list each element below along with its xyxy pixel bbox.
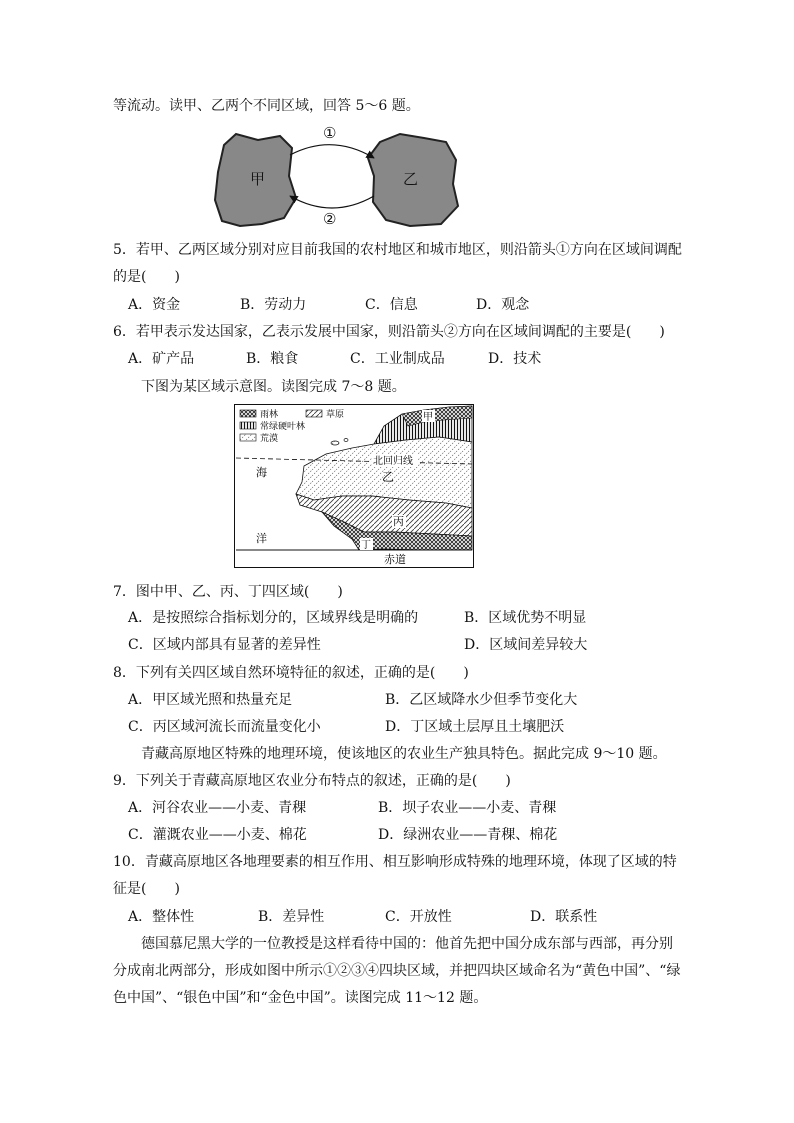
q8-option-d: D．丁区域土层厚且土壤肥沃 (385, 719, 565, 735)
q10-option-a: A．整体性 (128, 909, 195, 925)
q9-option-c: C．灌溉农业——小麦、棉花 (128, 827, 307, 843)
legend-desert-label: 荒漠 (260, 434, 279, 444)
q9-option-d: D．绿洲农业——青稞、棉花 (378, 827, 558, 843)
q6-stem: 6．若甲表示发达国家，乙表示发展中国家，则沿箭头②方向在区域间调配的主要是( ) (113, 324, 665, 340)
legend-grassland-swatch (306, 410, 322, 417)
map-label-tropic: 北回归线 (373, 456, 413, 467)
legend-rainforest-label: 雨林 (260, 410, 279, 420)
map-island (331, 441, 339, 445)
legend-evergreen-label: 常绿硬叶林 (260, 422, 306, 432)
q10-option-c: C．开放性 (385, 909, 452, 925)
map-label-ding: 丁 (361, 540, 371, 551)
intro-line-2: 下图为某区域示意图。读图完成 7～8 题。 (141, 379, 406, 395)
q5-stem-line-1: 5．若甲、乙两区域分别对应目前我国的农村地区和城市地区，则沿箭头①方向在区域间调配 (113, 242, 682, 258)
q9-stem: 9．下列关于青藏高原地区农业分布特点的叙述，正确的是( ) (113, 773, 511, 789)
q10-option-b: B．差异性 (258, 909, 325, 925)
q7-stem: 7．图中甲、乙、丙、丁四区域( ) (113, 584, 343, 600)
intro-line-1: 等流动。读甲、乙两个不同区域，回答 5～6 题。 (113, 98, 420, 114)
intro-line-4b: 分成南北两部分，形成如图中所示①②③④四块区域，并把四块区域命名为“黄色中国”、“绿 (113, 963, 681, 979)
map-label-yi: 乙 (382, 470, 395, 484)
q5-option-a: A．资金 (128, 297, 181, 313)
q10-option-d: D．联系性 (530, 909, 598, 925)
q8-stem: 8．下列有关四区域自然环境特征的叙述，正确的是( ) (113, 665, 469, 681)
map-label-sea: 海 (256, 466, 267, 479)
q7-option-a: A．是按照综合指标划分的，区域界线是明确的 (128, 610, 419, 626)
legend-evergreen-swatch (240, 422, 256, 429)
q7-option-c: C．区域内部具有显著的差异性 (128, 637, 321, 653)
region-exchange-diagram (210, 120, 470, 232)
region-jia-label: 甲 (250, 170, 266, 188)
legend-desert-swatch (240, 434, 256, 441)
q6-option-c: C．工业制成品 (350, 351, 445, 367)
region-yi-label: 乙 (403, 170, 419, 188)
q7-option-d: D．区域间差异较大 (464, 637, 588, 653)
legend-rainforest-swatch (240, 410, 256, 417)
q5-option-c: C．信息 (365, 297, 418, 313)
map-island (344, 439, 348, 442)
q8-option-b: B．乙区域降水少但季节变化大 (385, 692, 578, 708)
intro-line-4c: 色中国”、“银色中国”和“金色中国”。读图完成 11～12 题。 (113, 990, 488, 1006)
map-label-ocean: 洋 (256, 532, 267, 545)
intro-line-3: 青藏高原地区特殊的地理环境，使该地区的农业生产独具特色。据此完成 9～10 题。 (141, 746, 667, 762)
q9-option-b: B．坝子农业——小麦、青稞 (378, 800, 557, 816)
q5-option-b: B．劳动力 (240, 297, 307, 313)
arrow-2 (290, 196, 374, 208)
q8-option-a: A．甲区域光照和热量充足 (128, 692, 293, 708)
arrow-2-label: ② (323, 210, 337, 228)
region-map-figure (234, 404, 474, 568)
map-label-bing: 丙 (393, 515, 404, 528)
q5-option-d: D．观念 (476, 297, 530, 313)
arrow-1-label: ① (323, 124, 337, 142)
q10-stem-line-2: 征是( ) (113, 881, 180, 897)
arrow-1 (290, 145, 374, 158)
q9-option-a: A．河谷农业——小麦、青稞 (128, 800, 307, 816)
q5-stem-line-2: 的是( ) (113, 269, 180, 285)
q6-option-b: B．粮食 (246, 351, 299, 367)
q10-stem-line-1: 10．青藏高原地区各地理要素的相互作用、相互影响形成特殊的地理环境，体现了区域的特 (113, 854, 677, 870)
map-label-jia: 甲 (423, 412, 433, 423)
q6-option-d: D．技术 (488, 351, 542, 367)
legend-grassland-label: 草原 (326, 410, 345, 420)
q7-option-b: B．区域优势不明显 (464, 610, 587, 626)
map-label-equator: 赤道 (384, 553, 406, 566)
q6-option-a: A．矿产品 (128, 351, 195, 367)
intro-line-4a: 德国慕尼黑大学的一位教授是这样看待中国的：他首先把中国分成东部与西部，再分别 (141, 936, 673, 952)
q8-option-c: C．丙区域河流长而流量变化小 (128, 719, 321, 735)
